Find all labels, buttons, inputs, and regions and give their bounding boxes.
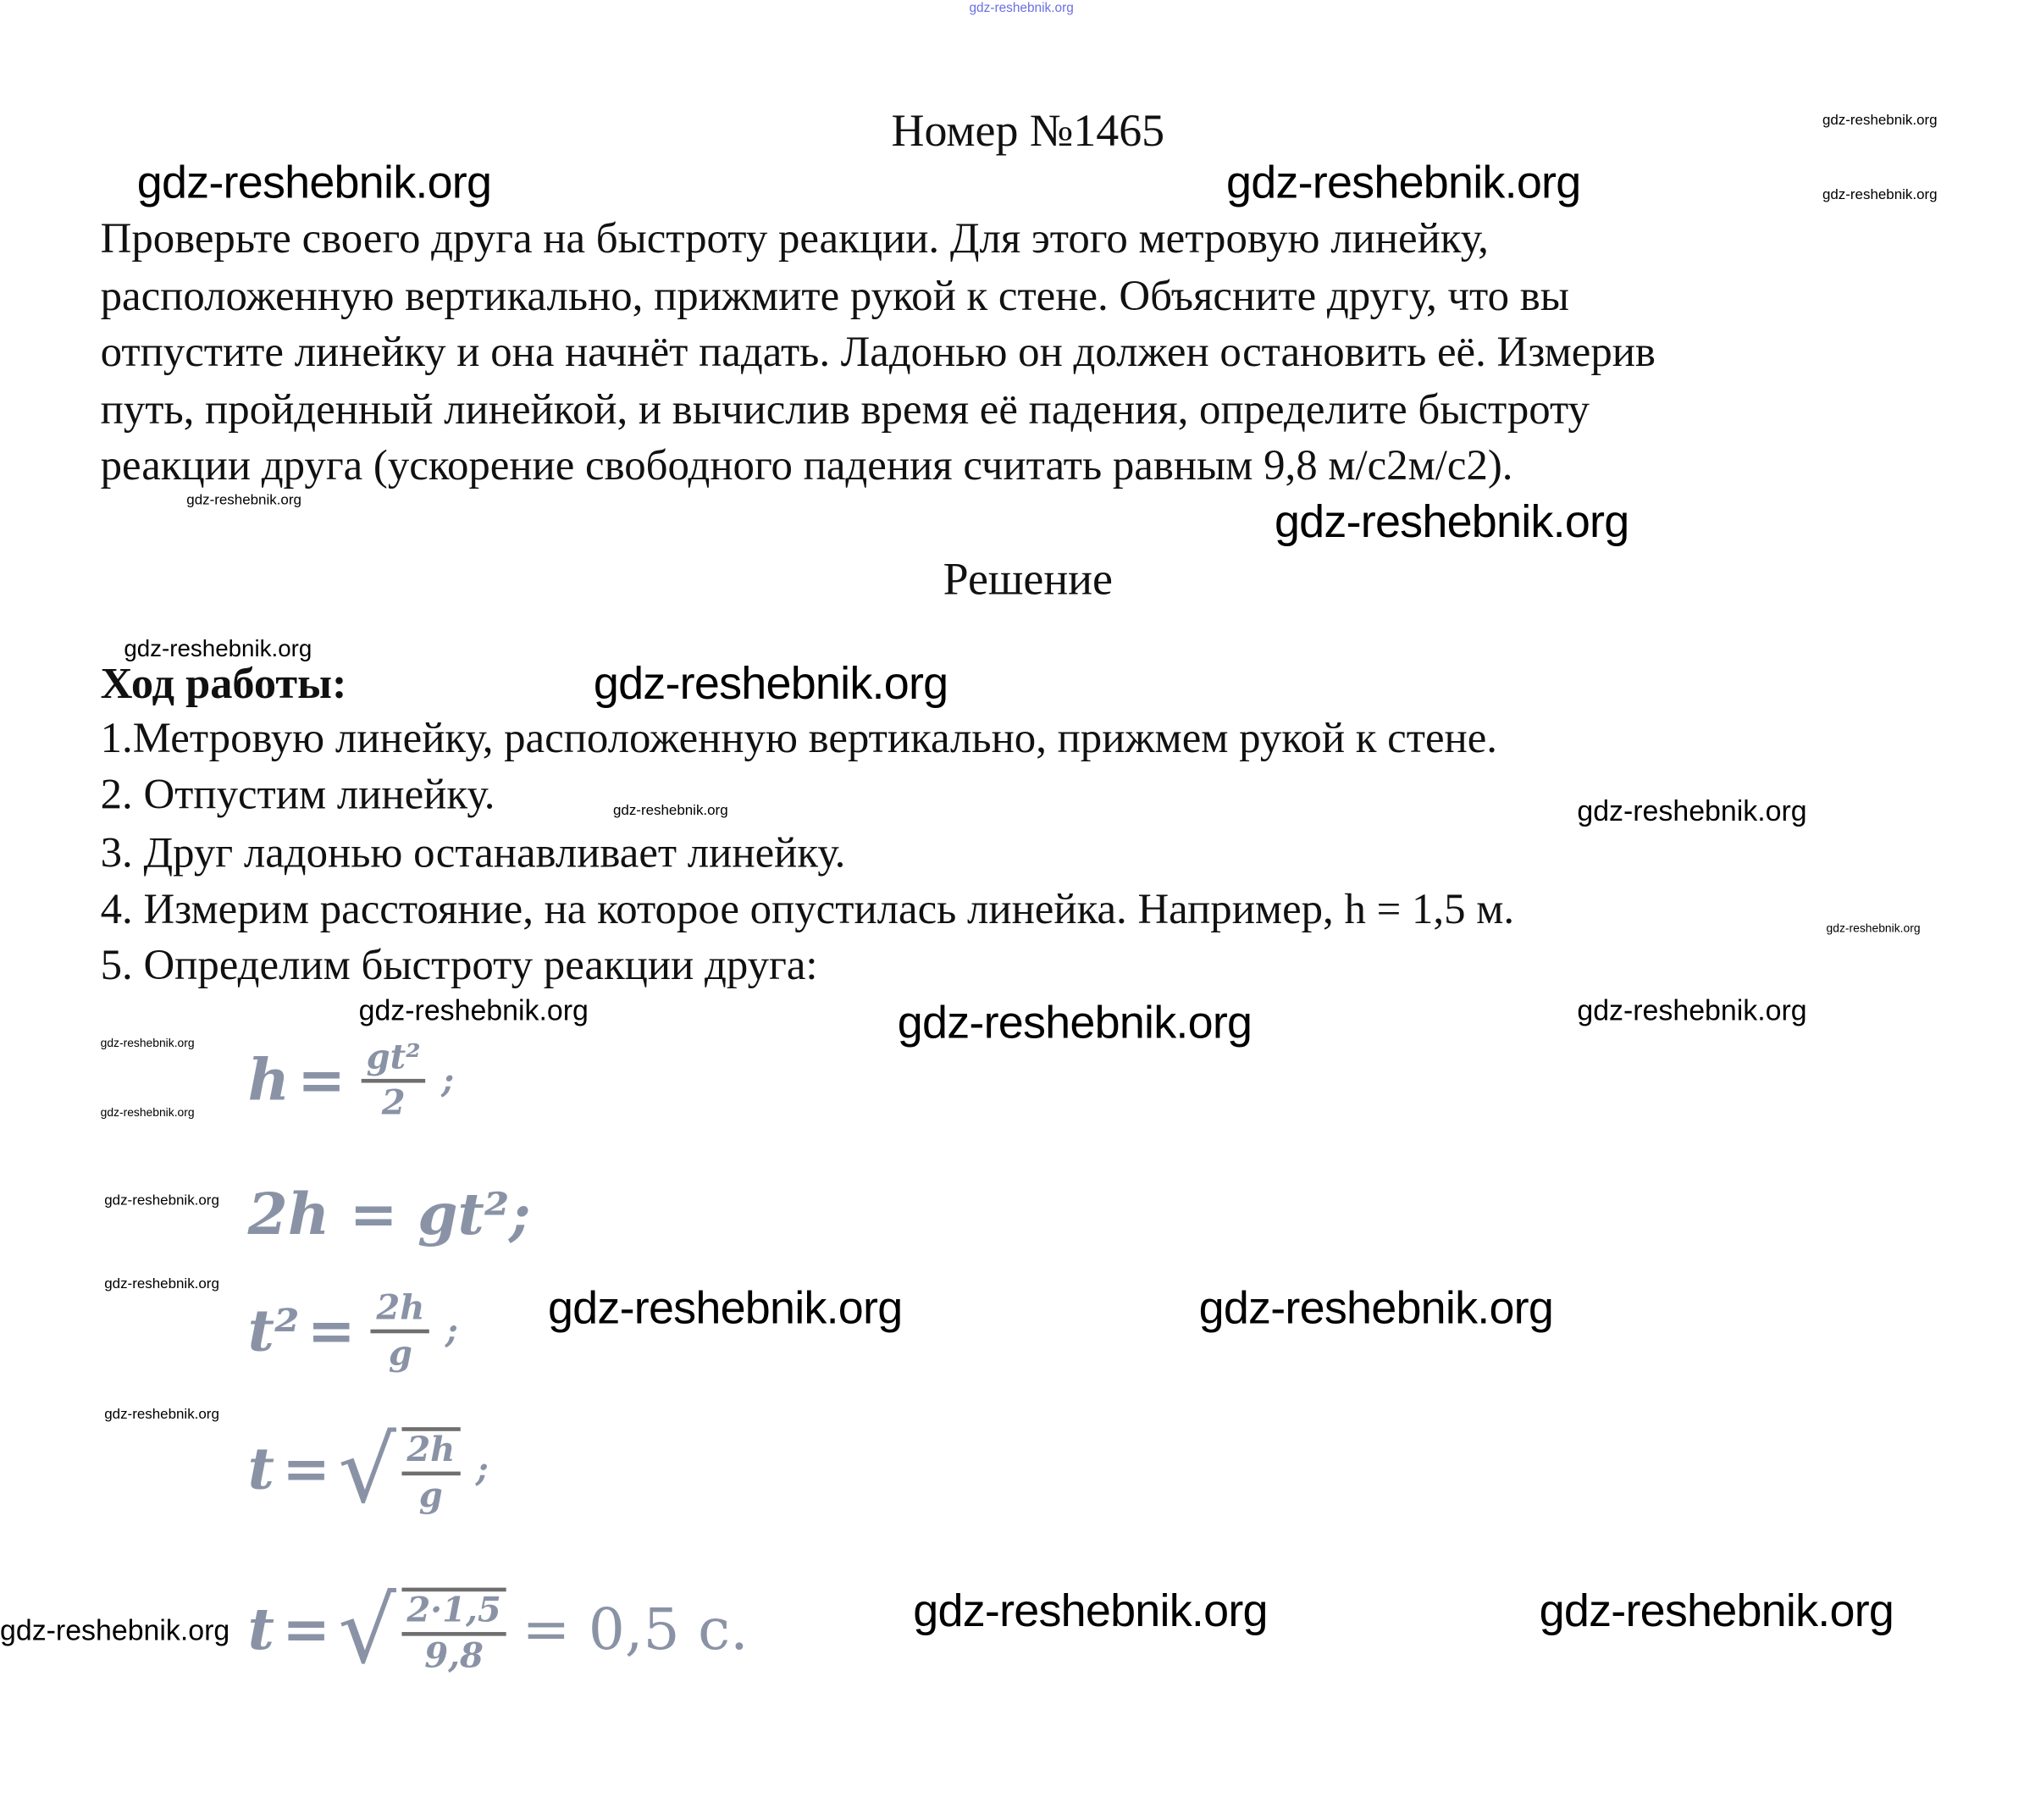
formula-h: [247, 1038, 455, 1124]
formula-lhs: t: [247, 1596, 274, 1664]
watermark: gdz-reshebnik.org: [1539, 1585, 1894, 1637]
solution-heading: Решение: [943, 553, 1113, 605]
watermark: gdz-reshebnik.org: [897, 997, 1253, 1048]
formula-eq: =: [282, 1596, 331, 1664]
page-title: Номер №1465: [891, 105, 1165, 157]
step: 1.Метровую линейку, расположенную вертикально, прижмем рукой к стене.: [100, 715, 1497, 763]
numerator: 2·1,5: [406, 1591, 501, 1631]
watermark: gdz-reshebnik.org: [104, 1407, 219, 1423]
watermark: gdz-reshebnik.org: [100, 1105, 195, 1119]
step: 4. Измерим расстояние, на которое опустилась линейка. Например, h = 1,5 м.: [100, 886, 1515, 934]
watermark: gdz-reshebnik.org: [136, 157, 492, 208]
formula-lhs: t²: [247, 1297, 300, 1364]
formula-eq: =: [307, 1297, 356, 1364]
watermark: gdz-reshebnik.org: [104, 1192, 219, 1209]
denominator: g: [418, 1476, 443, 1516]
formula-lhs: h: [247, 1047, 290, 1114]
problem-line: Проверьте своего друга на быстроту реакции. Для этого метровую линейку,: [100, 215, 1489, 263]
watermark: gdz-reshebnik.org: [1274, 496, 1629, 548]
step: 2. Отпустим линейку.: [100, 772, 495, 819]
formula-end: ;: [475, 1450, 489, 1491]
numerator: 2h: [406, 1430, 456, 1471]
step: 5. Определим быстроту реакции друга:: [100, 942, 818, 990]
numerator: 2h: [376, 1288, 425, 1329]
watermark: gdz-reshebnik.org: [1826, 921, 1921, 935]
formula-eq: =: [282, 1436, 331, 1503]
formula-lhs: t: [247, 1436, 274, 1503]
watermark: gdz-reshebnik.org: [612, 803, 728, 819]
watermark: gdz-reshebnik.org: [186, 492, 301, 508]
problem-line: реакции друга (ускорение свободного падения считать равным 9,8 м/с2м/с2).: [100, 442, 1513, 490]
denominator: 9,8: [424, 1637, 484, 1677]
watermark: gdz-reshebnik.org: [104, 1276, 219, 1292]
work-heading: Ход работы:: [100, 660, 347, 709]
sqrt-icon: √: [338, 1416, 396, 1524]
step: 3. Друг ладонью останавливает линейку.: [100, 830, 846, 877]
sqrt-icon: √: [338, 1577, 396, 1684]
watermark: gdz-reshebnik.org: [969, 1, 1074, 16]
formula-result: = 0,5 с.: [522, 1596, 749, 1664]
watermark: gdz-reshebnik.org: [358, 993, 589, 1027]
watermark: gdz-reshebnik.org: [1577, 794, 1807, 827]
formula-t2: [247, 1288, 458, 1375]
watermark: gdz-reshebnik.org: [100, 1036, 195, 1050]
watermark: gdz-reshebnik.org: [913, 1585, 1268, 1637]
denominator: 2: [381, 1084, 406, 1124]
watermark: gdz-reshebnik.org: [0, 1613, 230, 1646]
watermark: gdz-reshebnik.org: [593, 658, 948, 710]
formula-end: ;: [441, 1061, 455, 1101]
watermark: gdz-reshebnik.org: [1198, 1282, 1554, 1335]
problem-line: отпустите линейку и она начнёт падать. Ладонью он должен остановить её. Измерив: [100, 329, 1656, 377]
denominator: g: [388, 1334, 412, 1375]
formula-eq: =: [297, 1047, 346, 1114]
watermark: gdz-reshebnik.org: [547, 1282, 903, 1335]
formula-t-sqrt: [247, 1416, 489, 1524]
formula-t-value: [247, 1577, 749, 1684]
formula-end: ;: [445, 1311, 458, 1352]
problem-line: путь, пройденный линейкой, и вычислив время её падения, определите быстроту: [100, 386, 1590, 434]
watermark: gdz-reshebnik.org: [1822, 113, 1938, 129]
watermark: gdz-reshebnik.org: [1225, 157, 1581, 208]
watermark: gdz-reshebnik.org: [1822, 187, 1938, 203]
formula-2h: 2h = gt²;: [247, 1181, 531, 1249]
numerator: gt²: [366, 1038, 421, 1078]
problem-line: расположенную вертикально, прижмите рукой к стене. Объясните другу, что вы: [100, 273, 1569, 321]
watermark: gdz-reshebnik.org: [124, 635, 312, 661]
watermark: gdz-reshebnik.org: [1577, 993, 1807, 1027]
